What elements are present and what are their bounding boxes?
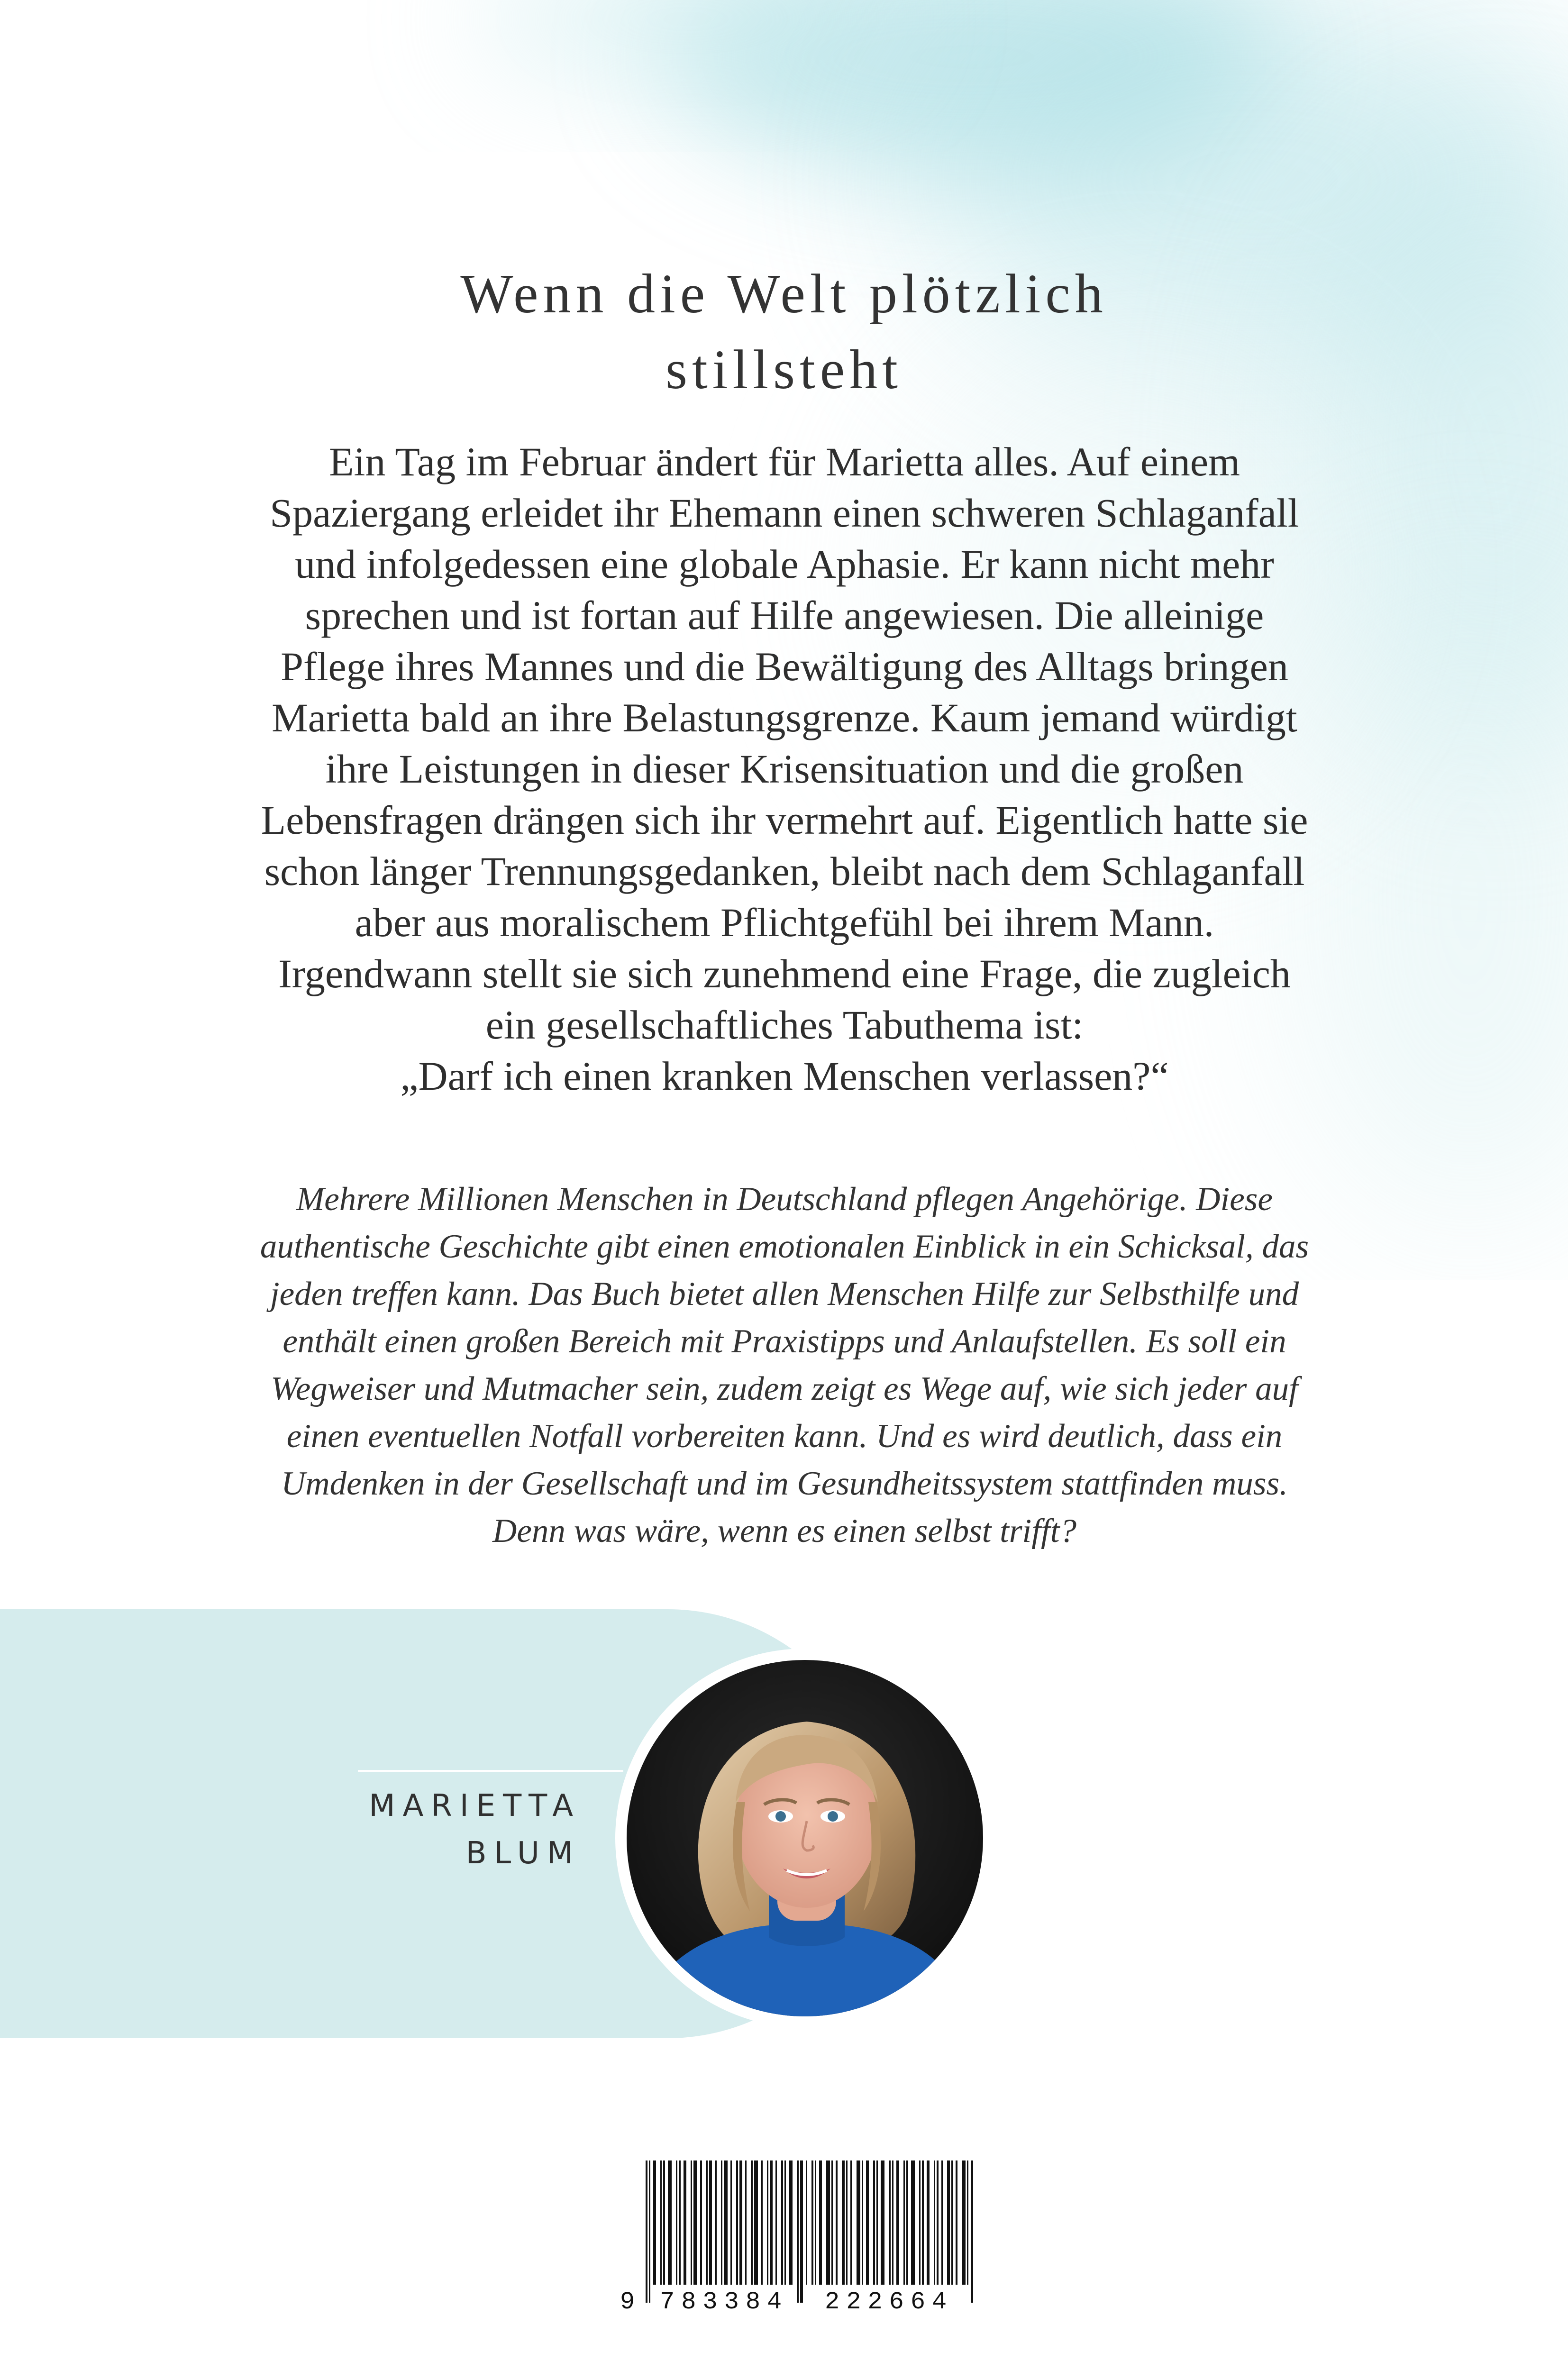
blurb-line: Marietta bald an ihre Belastungsgrenze. Kaum jemand würdigt <box>272 695 1297 740</box>
blurb-line: schon länger Trennungsgedanken, bleibt nach dem Schlaganfall <box>264 848 1305 894</box>
barcode-bar <box>679 2160 681 2285</box>
barcode-bar <box>919 2160 921 2285</box>
barcode-bar <box>709 2160 712 2285</box>
barcode-bar <box>911 2160 915 2285</box>
barcode-bar <box>797 2160 799 2303</box>
barcode-bar <box>721 2160 722 2285</box>
isbn-barcode <box>616 2151 995 2313</box>
blurb-line: „Darf ich einen kranken Menschen verlassen?“ <box>400 1053 1169 1099</box>
barcode-bar <box>826 2160 830 2285</box>
barcode-bar <box>892 2160 893 2285</box>
barcode <box>616 2151 995 2313</box>
barcode-bar <box>691 2160 692 2285</box>
barcode-bar <box>967 2160 968 2285</box>
barcode-bar <box>724 2160 728 2285</box>
blurb-line: aber aus moralischem Pflichtgefühl bei ihrem Mann. <box>355 900 1214 945</box>
barcode-bar <box>649 2160 650 2303</box>
blurb-line: Ein Tag im Februar ändert für Marietta alles. Auf einem <box>329 439 1240 484</box>
barcode-bar <box>706 2160 708 2285</box>
barcode-bar <box>770 2160 773 2285</box>
author-name <box>265 1782 581 1877</box>
barcode-bar <box>730 2160 732 2285</box>
barcode-bar <box>663 2160 665 2285</box>
blurb-line: und infolgedessen eine globale Aphasie. Er kann nicht mehr <box>295 541 1274 587</box>
barcode-bar <box>800 2160 803 2303</box>
book-title <box>0 256 1568 408</box>
italic-line: enthält einen großen Bereich mit Praxistipps und Anlaufstellen. Es soll ein <box>283 1323 1286 1360</box>
barcode-bar <box>956 2160 957 2285</box>
barcode-bar <box>831 2160 833 2285</box>
barcode-bar <box>811 2160 813 2285</box>
barcode-bar <box>660 2160 662 2285</box>
barcode-bar <box>934 2160 935 2285</box>
italic-text <box>199 1176 1370 1555</box>
barcode-bar <box>941 2160 943 2285</box>
barcode-bar <box>862 2160 863 2285</box>
barcode-bar <box>745 2160 747 2285</box>
barcode-bar <box>676 2160 677 2285</box>
blurb-line: Spaziergang erleidet ihr Ehemann einen schweren Schlaganfall <box>270 490 1299 536</box>
barcode-bar <box>668 2160 672 2285</box>
barcode-bar <box>873 2160 875 2285</box>
italic-line: Mehrere Millionen Menschen in Deutschland pflegen Angehörige. Diese <box>296 1181 1273 1218</box>
author-first-name: MARIETTA <box>369 1788 581 1823</box>
barcode-bar <box>806 2160 807 2285</box>
barcode-bar <box>736 2160 738 2285</box>
barcode-bar <box>876 2160 878 2285</box>
isbn-lead-digit: 9 <box>620 2288 635 2313</box>
author-photo <box>627 1660 983 2016</box>
barcode-bar <box>962 2160 966 2285</box>
barcode-bar <box>700 2160 702 2285</box>
barcode-bar <box>761 2160 763 2285</box>
barcode-bar <box>784 2160 786 2285</box>
barcode-bar <box>775 2160 777 2285</box>
barcode-bar <box>922 2160 924 2285</box>
barcode-bar <box>646 2160 647 2303</box>
barcode-bar <box>951 2160 953 2285</box>
italic-line: Wegweiser und Mutmacher sein, zudem zeigt es Wege auf, wie sich jeder auf <box>271 1370 1298 1407</box>
barcode-bar <box>889 2160 891 2285</box>
barcode-bar <box>684 2160 686 2285</box>
barcode-bar <box>715 2160 717 2285</box>
barcode-bar <box>751 2160 753 2285</box>
barcode-bar <box>836 2160 838 2285</box>
italic-line: Denn was wäre, wenn es einen selbst trifft? <box>492 1513 1076 1550</box>
isbn-left-digits: 783384 <box>660 2288 789 2313</box>
italic-line: Umdenken in der Gesellschaft und im Gesundheitssystem stattfinden muss. <box>281 1465 1288 1502</box>
author-divider <box>358 1770 623 1772</box>
barcode-bar <box>846 2160 848 2285</box>
blurb-line: ihre Leistungen in dieser Krisensituation und die großen <box>325 746 1244 792</box>
blurb-line: Irgendwann stellt sie sich zunehmend eine Frage, die zugleich <box>278 951 1291 996</box>
blurb-line: ein gesellschaftliches Tabuthema ist: <box>485 1002 1084 1048</box>
title-line-2: stillsteht <box>665 338 903 401</box>
blurb-text <box>246 436 1322 1102</box>
title-line-1: Wenn die Welt plötzlich <box>460 263 1108 325</box>
barcode-bar <box>850 2160 852 2285</box>
blurb-line: sprechen und ist fortan auf Hilfe angewiesen. Die alleinige <box>305 592 1264 638</box>
blurb-line: Lebensfragen drängen sich ihr vermehrt auf. Eigentlich hatte sie <box>261 797 1308 843</box>
barcode-bar <box>653 2160 656 2285</box>
isbn-right-digits: 222664 <box>825 2288 954 2313</box>
barcode-bar <box>781 2160 783 2285</box>
barcode-bar <box>815 2160 816 2285</box>
barcode-bar <box>866 2160 869 2285</box>
author-portrait-illustration <box>627 1660 983 2016</box>
author-last-name: BLUM <box>465 1836 581 1871</box>
barcode-bar <box>906 2160 908 2285</box>
barcode-bar <box>789 2160 793 2285</box>
barcode-bar <box>842 2160 845 2285</box>
barcode-bar <box>693 2160 697 2285</box>
blurb-line: Pflege ihres Mannes und die Bewältigung des Alltags bringen <box>281 644 1288 689</box>
barcode-bar <box>881 2160 884 2285</box>
barcode-bar <box>937 2160 939 2285</box>
barcode-bar <box>947 2160 950 2285</box>
barcode-bar <box>971 2160 973 2303</box>
barcode-bar <box>927 2160 930 2285</box>
barcode-bar <box>819 2160 822 2285</box>
italic-line: jeden treffen kann. Das Buch bietet allen Menschen Hilfe zur Selbsthilfe und <box>270 1276 1299 1313</box>
italic-line: einen eventuellen Notfall vorbereiten kann. Und es wird deutlich, dass ein <box>286 1418 1283 1455</box>
barcode-bar <box>767 2160 768 2285</box>
barcode-bar <box>857 2160 860 2285</box>
italic-line: authentische Geschichte gibt einen emotionalen Einblick in ein Schicksal, das <box>260 1228 1309 1265</box>
barcode-bar <box>903 2160 905 2285</box>
barcode-bar <box>739 2160 742 2285</box>
barcode-bar <box>754 2160 758 2285</box>
barcode-bar <box>896 2160 899 2285</box>
